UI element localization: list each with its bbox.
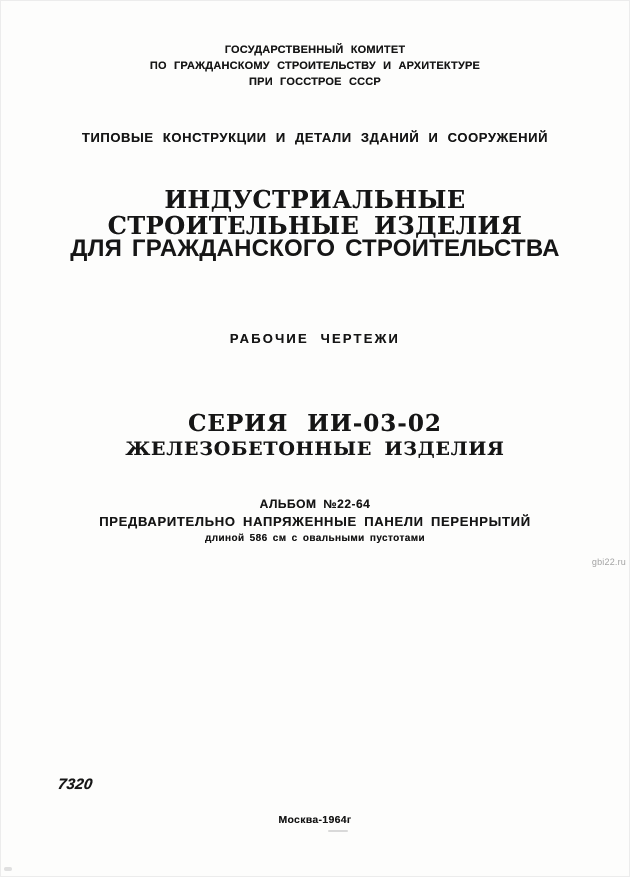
typical-constructions-line: ТИПОВЫЕ КОНСТРУКЦИИ И ДЕТАЛИ ЗДАНИЙ И СООРУЖЕНИЙ <box>81 130 549 145</box>
series-subtitle: ЖЕЛЕЗОБЕТОННЫЕ ИЗДЕЛИЯ <box>125 438 505 460</box>
main-title-line-1: ИНДУСТРИАЛЬНЫЕ <box>164 185 466 214</box>
album-details: длиной 586 см с овальными пустотами <box>204 533 426 544</box>
city-year-line: Москва-1964г <box>278 814 352 826</box>
series-number: СЕРИЯ ИИ-03-02 <box>188 410 442 437</box>
committee-line-2: ПО ГРАЖДАНСКОМУ СТРОИТЕЛЬСТВУ И АРХИТЕКТУРЕ <box>149 60 481 72</box>
scan-artifact-dash <box>328 830 348 832</box>
scan-artifact-smudge <box>4 867 12 871</box>
committee-line-3: ПРИ ГОССТРОЕ СССР <box>249 76 381 88</box>
working-drawings-label: РАБОЧИЕ ЧЕРТЕЖИ <box>229 331 401 346</box>
album-number: АЛЬБОМ №22-64 <box>259 497 371 511</box>
album-title: ПРЕДВАРИТЕЛЬНО НАПРЯЖЕННЫЕ ПАНЕЛИ ПЕРЕНРЫТИЙ <box>99 514 531 529</box>
handwritten-code: 7320 <box>56 776 94 793</box>
main-title-line-2: СТРОИТЕЛЬНЫЕ ИЗДЕЛИЯ <box>107 211 523 240</box>
site-watermark: gbi22.ru <box>591 557 626 567</box>
committee-line-1: ГОСУДАРСТВЕННЫЙ КОМИТЕТ <box>224 44 406 56</box>
main-title-line-3: ДЛЯ ГРАЖДАНСКОГО СТРОИТЕЛЬСТВА <box>70 235 560 262</box>
